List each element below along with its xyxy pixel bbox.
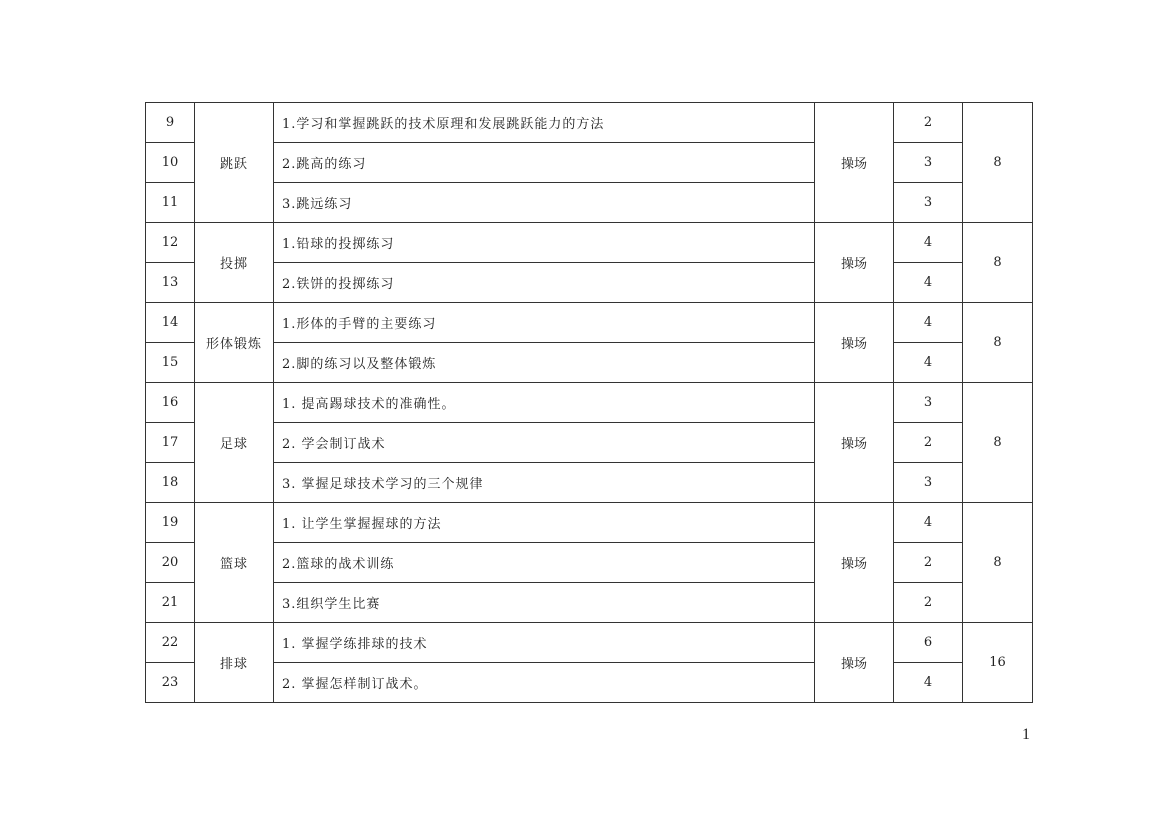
hours-cell: 2 — [894, 543, 963, 583]
hours-cell: 3 — [894, 183, 963, 223]
content-cell: 3. 掌握足球技术学习的三个规律 — [274, 463, 815, 503]
total-hours-cell: 8 — [963, 383, 1033, 503]
hours-cell: 6 — [894, 623, 963, 663]
table-row — [146, 423, 1033, 463]
content-cell: 1.形体的手臂的主要练习 — [274, 303, 815, 343]
hours-cell: 3 — [894, 463, 963, 503]
content-cell: 1. 掌握学练排球的技术 — [274, 623, 815, 663]
content-cell: 2.铁饼的投掷练习 — [274, 263, 815, 303]
topic-cell: 投掷 — [195, 223, 274, 303]
content-cell: 1. 让学生掌握握球的方法 — [274, 503, 815, 543]
table-row — [146, 543, 1033, 583]
table-row — [146, 103, 1033, 143]
content-cell: 1.铅球的投掷练习 — [274, 223, 815, 263]
table-row — [146, 263, 1033, 303]
lesson-number-cell: 18 — [146, 463, 195, 503]
total-hours-cell: 8 — [963, 223, 1033, 303]
content-cell: 2.脚的练习以及整体锻炼 — [274, 343, 815, 383]
lesson-number-cell: 14 — [146, 303, 195, 343]
hours-cell: 4 — [894, 663, 963, 703]
table-row — [146, 383, 1033, 423]
content-cell: 2. 掌握怎样制订战术。 — [274, 663, 815, 703]
lesson-number-cell: 13 — [146, 263, 195, 303]
hours-cell: 4 — [894, 503, 963, 543]
location-cell: 操场 — [815, 303, 894, 383]
hours-cell: 4 — [894, 303, 963, 343]
table-row — [146, 343, 1033, 383]
total-hours-cell: 16 — [963, 623, 1033, 703]
total-hours-cell: 8 — [963, 303, 1033, 383]
content-cell: 3.跳远练习 — [274, 183, 815, 223]
lesson-number-cell: 21 — [146, 583, 195, 623]
topic-cell: 形体锻炼 — [195, 303, 274, 383]
hours-cell: 4 — [894, 343, 963, 383]
table-row — [146, 583, 1033, 623]
lesson-number-cell: 12 — [146, 223, 195, 263]
content-cell: 2.篮球的战术训练 — [274, 543, 815, 583]
hours-cell: 4 — [894, 223, 963, 263]
location-cell: 操场 — [815, 623, 894, 703]
content-cell: 3.组织学生比赛 — [274, 583, 815, 623]
lesson-number-cell: 11 — [146, 183, 195, 223]
lesson-number-cell: 16 — [146, 383, 195, 423]
table-row — [146, 223, 1033, 263]
topic-cell: 跳跃 — [195, 103, 274, 223]
table-row — [146, 463, 1033, 503]
table-row — [146, 303, 1033, 343]
location-cell: 操场 — [815, 223, 894, 303]
topic-cell: 篮球 — [195, 503, 274, 623]
lesson-number-cell: 9 — [146, 103, 195, 143]
hours-cell: 4 — [894, 263, 963, 303]
table-row — [146, 663, 1033, 703]
content-cell: 2.跳高的练习 — [274, 143, 815, 183]
location-cell: 操场 — [815, 503, 894, 623]
total-hours-cell: 8 — [963, 103, 1033, 223]
lesson-number-cell: 23 — [146, 663, 195, 703]
lesson-number-cell: 20 — [146, 543, 195, 583]
hours-cell: 3 — [894, 143, 963, 183]
content-cell: 1.学习和掌握跳跃的技术原理和发展跳跃能力的方法 — [274, 103, 815, 143]
content-cell: 1. 提高踢球技术的准确性。 — [274, 383, 815, 423]
lesson-number-cell: 15 — [146, 343, 195, 383]
content-cell: 2. 学会制订战术 — [274, 423, 815, 463]
lesson-number-cell: 22 — [146, 623, 195, 663]
lesson-number-cell: 19 — [146, 503, 195, 543]
hours-cell: 3 — [894, 383, 963, 423]
hours-cell: 2 — [894, 423, 963, 463]
table-row — [146, 183, 1033, 223]
total-hours-cell: 8 — [963, 503, 1033, 623]
location-cell: 操场 — [815, 103, 894, 223]
table-row — [146, 503, 1033, 543]
lesson-number-cell: 10 — [146, 143, 195, 183]
hours-cell: 2 — [894, 583, 963, 623]
page-number: 1 — [1022, 726, 1030, 743]
location-cell: 操场 — [815, 383, 894, 503]
topic-cell: 足球 — [195, 383, 274, 503]
lesson-number-cell: 17 — [146, 423, 195, 463]
table-row — [146, 143, 1033, 183]
course-schedule-table — [145, 102, 1033, 703]
hours-cell: 2 — [894, 103, 963, 143]
topic-cell: 排球 — [195, 623, 274, 703]
table-row — [146, 623, 1033, 663]
schedule-body — [146, 103, 1033, 703]
